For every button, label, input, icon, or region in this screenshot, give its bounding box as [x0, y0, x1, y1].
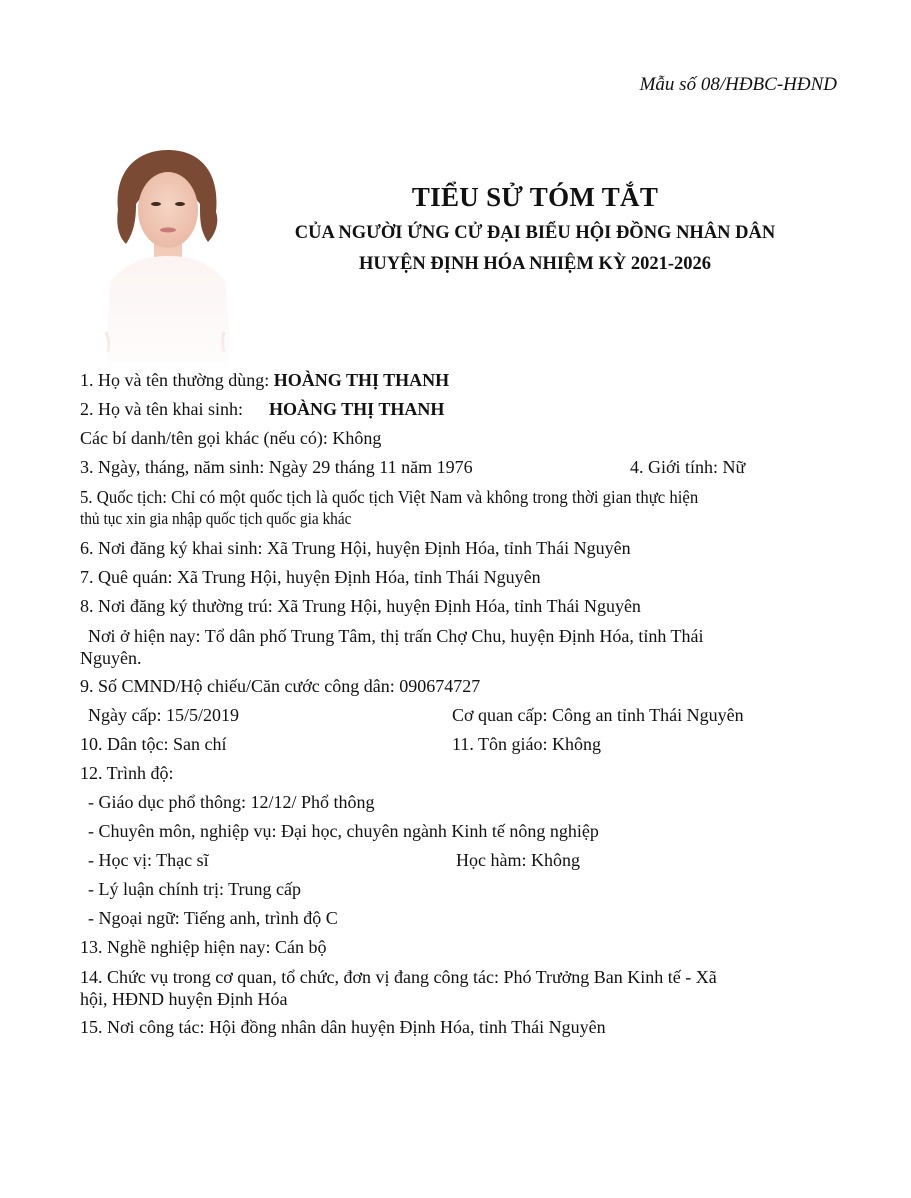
position-line-1: 14. Chức vụ trong cơ quan, tổ chức, đơn vị đang công tác: Phó Trưởng Ban Kinh tế - Xã — [80, 967, 717, 987]
field-foreign-language: - Ngoại ngữ: Tiếng anh, trình độ C — [88, 908, 338, 928]
field-id-number: 9. Số CMND/Hộ chiếu/Căn cước công dân: 090674727 — [80, 676, 481, 696]
academic-title: Học hàm: Không — [456, 850, 580, 870]
field-current-residence — [80, 621, 840, 669]
portrait-photo — [96, 132, 241, 362]
field-specialization: - Chuyên môn, nghiệp vụ: Đại học, chuyên ngành Kinh tế nông nghiệp — [88, 821, 599, 841]
field-degree — [80, 846, 840, 875]
form-number: Mẫu số 08/HĐBC-HĐND — [639, 74, 837, 95]
field-nationality — [80, 482, 840, 530]
issuing-authority: Cơ quan cấp: Công an tỉnh Thái Nguyên — [452, 705, 744, 725]
field-birth-name — [80, 395, 840, 424]
position-line-2: hội, HĐND huyện Định Hóa — [80, 989, 288, 1009]
biography-fields — [80, 366, 840, 1042]
nationality-line-2: thủ tục xin gia nhập quốc tịch quốc gia khác — [80, 509, 352, 528]
document-title — [240, 180, 830, 280]
field-common-name — [80, 366, 840, 395]
field-education-label: 12. Trình độ: — [80, 763, 174, 783]
field-position — [80, 962, 840, 1010]
current-residence-line-1: Nơi ở hiện nay: Tổ dân phố Trung Tâm, thị trấn Chợ Chu, huyện Định Hóa, tỉnh Thái — [88, 626, 704, 646]
common-name-value: HOÀNG THỊ THANH — [273, 370, 450, 390]
field-general-education: - Giáo dục phổ thông: 12/12/ Phổ thông — [88, 792, 375, 812]
current-residence-line-2: Nguyên. — [80, 648, 142, 668]
birth-name-label: 2. Họ và tên khai sinh: — [80, 399, 243, 419]
field-aliases: Các bí danh/tên gọi khác (nếu có): Không — [80, 428, 382, 448]
birth-name-value: HOÀNG THỊ THANH — [268, 399, 445, 419]
field-permanent-residence: 8. Nơi đăng ký thường trú: Xã Trung Hội, huyện Định Hóa, tỉnh Thái Nguyên — [80, 596, 641, 616]
ethnicity: 10. Dân tộc: San chí — [80, 734, 227, 754]
common-name-label: 1. Họ và tên thường dùng: — [80, 370, 270, 390]
dob: 3. Ngày, tháng, năm sinh: Ngày 29 tháng 11 năm 1976 — [80, 457, 473, 477]
issue-date: Ngày cấp: 15/5/2019 — [88, 705, 239, 725]
title-subtitle-1: CỦA NGƯỜI ỨNG CỬ ĐẠI BIỂU HỘI ĐỒNG NHÂN DÂN — [294, 223, 776, 243]
field-occupation: 13. Nghề nghiệp hiện nay: Cán bộ — [80, 937, 327, 957]
nationality-line-1: 5. Quốc tịch: Chỉ có một quốc tịch là quốc tịch Việt Nam và không trong thời gian thực hiện — [80, 487, 699, 507]
portrait-photo-icon — [96, 132, 241, 362]
degree: - Học vị: Thạc sĩ — [88, 850, 209, 870]
field-political-theory: - Lý luận chính trị: Trung cấp — [88, 879, 301, 899]
title-main: TIỂU SỬ TÓM TẮT — [411, 182, 659, 212]
field-ethnicity-religion — [80, 730, 840, 759]
field-hometown: 7. Quê quán: Xã Trung Hội, huyện Định Hóa, tỉnh Thái Nguyên — [80, 567, 541, 587]
field-issue — [80, 701, 840, 730]
title-subtitle-2: HUYỆN ĐỊNH HÓA NHIỆM KỲ 2021-2026 — [358, 254, 712, 274]
field-workplace: 15. Nơi công tác: Hội đồng nhân dân huyện Định Hóa, tỉnh Thái Nguyên — [80, 1017, 606, 1037]
religion: 11. Tôn giáo: Không — [452, 734, 601, 754]
field-dob-gender — [80, 453, 840, 482]
gender: 4. Giới tính: Nữ — [630, 457, 746, 477]
field-birth-registration: 6. Nơi đăng ký khai sinh: Xã Trung Hội, huyện Định Hóa, tỉnh Thái Nguyên — [80, 538, 631, 558]
